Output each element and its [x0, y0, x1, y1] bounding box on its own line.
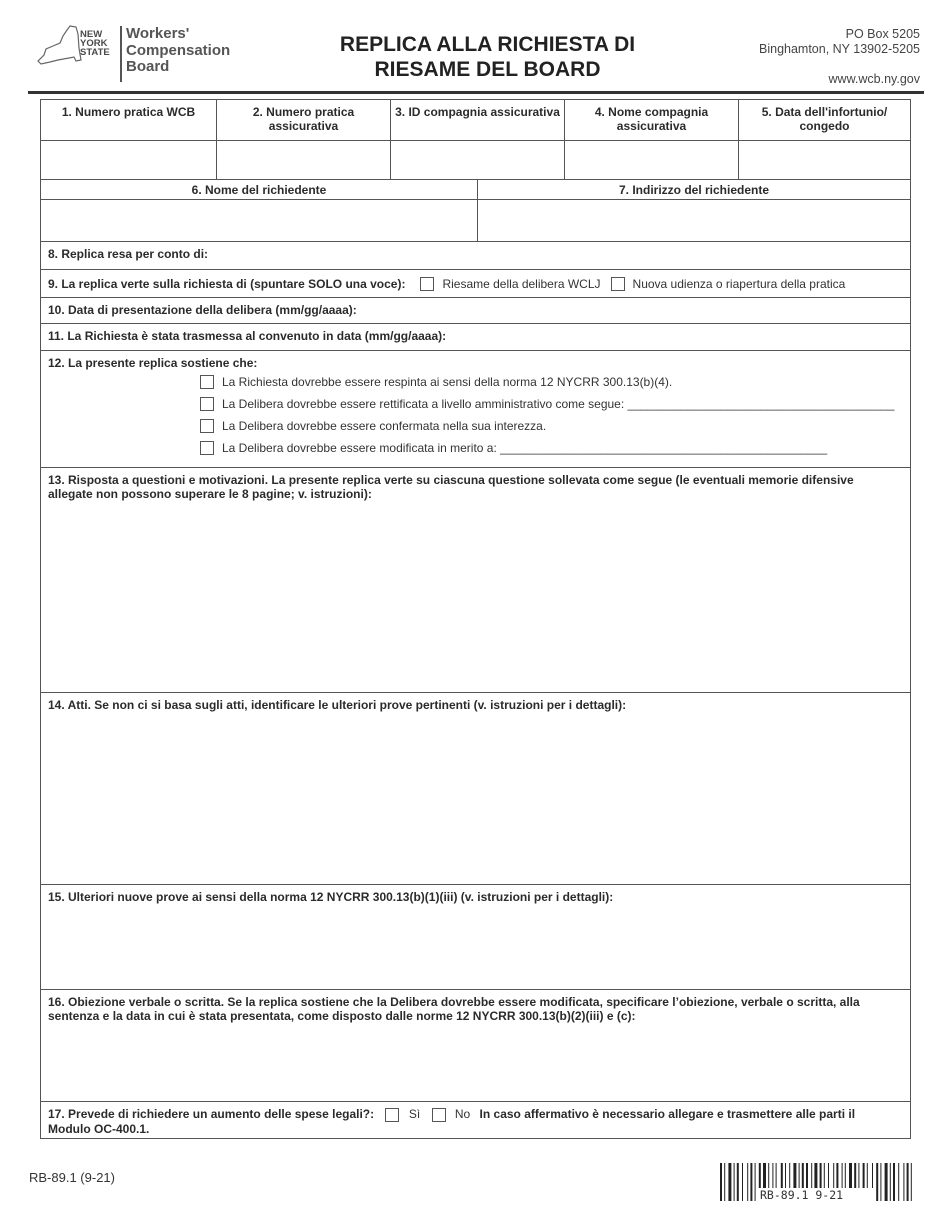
- barcode-bar: [876, 1163, 878, 1201]
- header-rule: [28, 91, 924, 94]
- barcode-bar: [720, 1163, 722, 1201]
- barcode-bar: [724, 1163, 725, 1201]
- field-carrier-case-number-label: 2. Numero pratica assicurativa: [216, 100, 390, 140]
- q9-option2-label: Nuova udienza o riapertura della pratica: [632, 276, 846, 291]
- q12-option1-label: La Richiesta dovrebbe essere respinta ai sensi della norma 12 NYCRR 300.13(b)(4).: [222, 375, 673, 389]
- q12-label: 12. La presente replica sostiene che:: [48, 356, 258, 370]
- form-body: [40, 99, 911, 1139]
- carrier-id-input[interactable]: [390, 141, 564, 179]
- q16-label: 16. Obiezione verbale o scritta. Se la replica sostiene che la Delibera dovrebbe essere modificata, specificare l’obiezione, verbale o scritta, alla sentenza e la data in cui è stata presentata, come disposto dalle norme 12 NYCRR 300.13(b)(2)(iii) e (c):: [48, 995, 860, 1023]
- q12-option4-checkbox[interactable]: [200, 441, 214, 455]
- new-york-state-map-icon: [36, 24, 82, 76]
- q12-option4-label: La Delibera dovrebbe essere modificata in merito a: _________________________________________________: [222, 441, 828, 455]
- q14-area[interactable]: [41, 692, 910, 884]
- barcode-bar: [885, 1163, 888, 1201]
- q8-label: 8. Replica resa per conto di:: [48, 247, 209, 261]
- q13-label: 13. Risposta a questioni e motivazioni. La presente replica verte su ciascuna questione sollevata come segue (le eventuali memorie difensive allegate non possono superare le 8 pagine; v. istruzioni):: [48, 473, 854, 501]
- field-applicant-name-label: 6. Nome del richiedente: [191, 183, 327, 197]
- q15-area[interactable]: [41, 884, 910, 989]
- q15-label: 15. Ulteriori nuove prove ai sensi della norma 12 NYCRR 300.13(b)(1)(iii) (v. istruzioni per i dettagli):: [48, 890, 614, 904]
- barcode-bar: [747, 1163, 748, 1201]
- logo-divider: [120, 26, 122, 82]
- logo-wcb-text: Workers' Compensation Board: [126, 25, 231, 75]
- row1-headers: [41, 100, 910, 140]
- q12-option2-checkbox[interactable]: [200, 397, 214, 411]
- barcode-bar: [898, 1163, 899, 1201]
- barcode-bar: [737, 1163, 739, 1201]
- logo-state-text: NEW YORK STATE: [80, 29, 110, 58]
- applicant-address-input[interactable]: [477, 200, 910, 241]
- form-code: RB-89.1 (9-21): [29, 1170, 115, 1185]
- q12-option2-label: La Delibera dovrebbe essere rettificata a livello amministrativo come segue: ________________________________________: [222, 397, 895, 411]
- carrier-name-input[interactable]: [564, 141, 738, 179]
- q14-label: 14. Atti. Se non ci si basa sugli atti, identificare le ulteriori prove pertinenti (v. istruzioni per i dettagli):: [48, 698, 627, 712]
- barcode-bar: [755, 1163, 756, 1201]
- barcode-bar: [750, 1163, 752, 1201]
- field-applicant-address-label: 7. Indirizzo del richiedente: [477, 180, 910, 199]
- q9-label: 9. La replica verte sulla richiesta di (spuntare SOLO una voce):: [48, 276, 406, 291]
- q10-label: 10. Data di presentazione della delibera (mm/gg/aaaa):: [48, 303, 357, 317]
- applicant-name-input[interactable]: [41, 200, 477, 241]
- q12-option4: [200, 441, 827, 455]
- q12-option3-checkbox[interactable]: [200, 419, 214, 433]
- field-injury-date-label: 5. Data dell'infortunio/ congedo: [738, 100, 910, 140]
- q12-option3-label: La Delibera dovrebbe essere confermata nella sua interezza.: [222, 419, 547, 433]
- q17-label: 17. Prevede di richiedere un aumento delle spese legali?:: [48, 1107, 375, 1121]
- barcode-bar: [890, 1163, 891, 1201]
- q9-option1-label: Riesame della delibera WCLJ: [442, 276, 601, 291]
- barcode-bar: [742, 1163, 743, 1201]
- form-title: REPLICA ALLA RICHIESTA DI RIESAME DEL BOARD: [339, 33, 636, 81]
- q11-label: 11. La Richiesta è stata trasmessa al convenuto in data (mm/gg/aaaa):: [48, 329, 447, 343]
- barcode-bar: [911, 1163, 912, 1201]
- q17-note2: Modulo OC-400.1.: [48, 1122, 150, 1136]
- q16-area[interactable]: [41, 989, 910, 1101]
- barcode-bar: [907, 1163, 909, 1201]
- mailing-address: PO Box 5205 Binghamton, NY 13902-5205: [759, 27, 920, 56]
- q17-no-label: No: [454, 1107, 471, 1121]
- q13-area[interactable]: [41, 467, 910, 692]
- q12-option1: [200, 375, 672, 389]
- barcode-text: RB-89.1 9-21: [760, 1188, 844, 1201]
- row2-inputs: [41, 199, 910, 241]
- q17-note: In caso affermativo è necessario allegare e trasmettere alle parti il: [479, 1107, 856, 1121]
- q12-row: [41, 350, 910, 467]
- q9-option2-checkbox[interactable]: [611, 277, 625, 291]
- field-wcb-case-number-label: 1. Numero pratica WCB: [61, 105, 196, 119]
- form-header: [0, 0, 950, 95]
- q17-yes-label: Sì: [408, 1107, 421, 1121]
- barcode-bar: [728, 1163, 731, 1201]
- q12-option2: [200, 397, 894, 411]
- q10-row[interactable]: [41, 297, 910, 323]
- barcode-bar: [903, 1163, 904, 1201]
- wcb-logo: [36, 24, 266, 84]
- barcode-bar: [880, 1163, 881, 1201]
- q8-row[interactable]: [41, 241, 910, 269]
- field-carrier-id-label: 3. ID compagnia assicurativa: [390, 100, 564, 140]
- q9-row: [41, 269, 910, 297]
- q11-row[interactable]: [41, 323, 910, 350]
- barcode: [720, 1163, 912, 1201]
- row1-inputs: [41, 140, 910, 179]
- q12-option1-checkbox[interactable]: [200, 375, 214, 389]
- wcb-case-number-input[interactable]: [41, 141, 216, 179]
- q17-row: [41, 1101, 910, 1138]
- q9-option1-checkbox[interactable]: [420, 277, 434, 291]
- q17-no-checkbox[interactable]: [432, 1108, 446, 1122]
- carrier-case-number-input[interactable]: [216, 141, 390, 179]
- q12-option3: [200, 419, 546, 433]
- barcode-bar: [734, 1163, 735, 1201]
- row2-headers: [41, 179, 910, 199]
- barcode-bar: [893, 1163, 895, 1201]
- injury-date-input[interactable]: [738, 141, 910, 179]
- field-carrier-name-label: 4. Nome compagnia assicurativa: [564, 100, 738, 140]
- q17-yes-checkbox[interactable]: [385, 1108, 399, 1122]
- website-link[interactable]: www.wcb.ny.gov: [828, 72, 920, 86]
